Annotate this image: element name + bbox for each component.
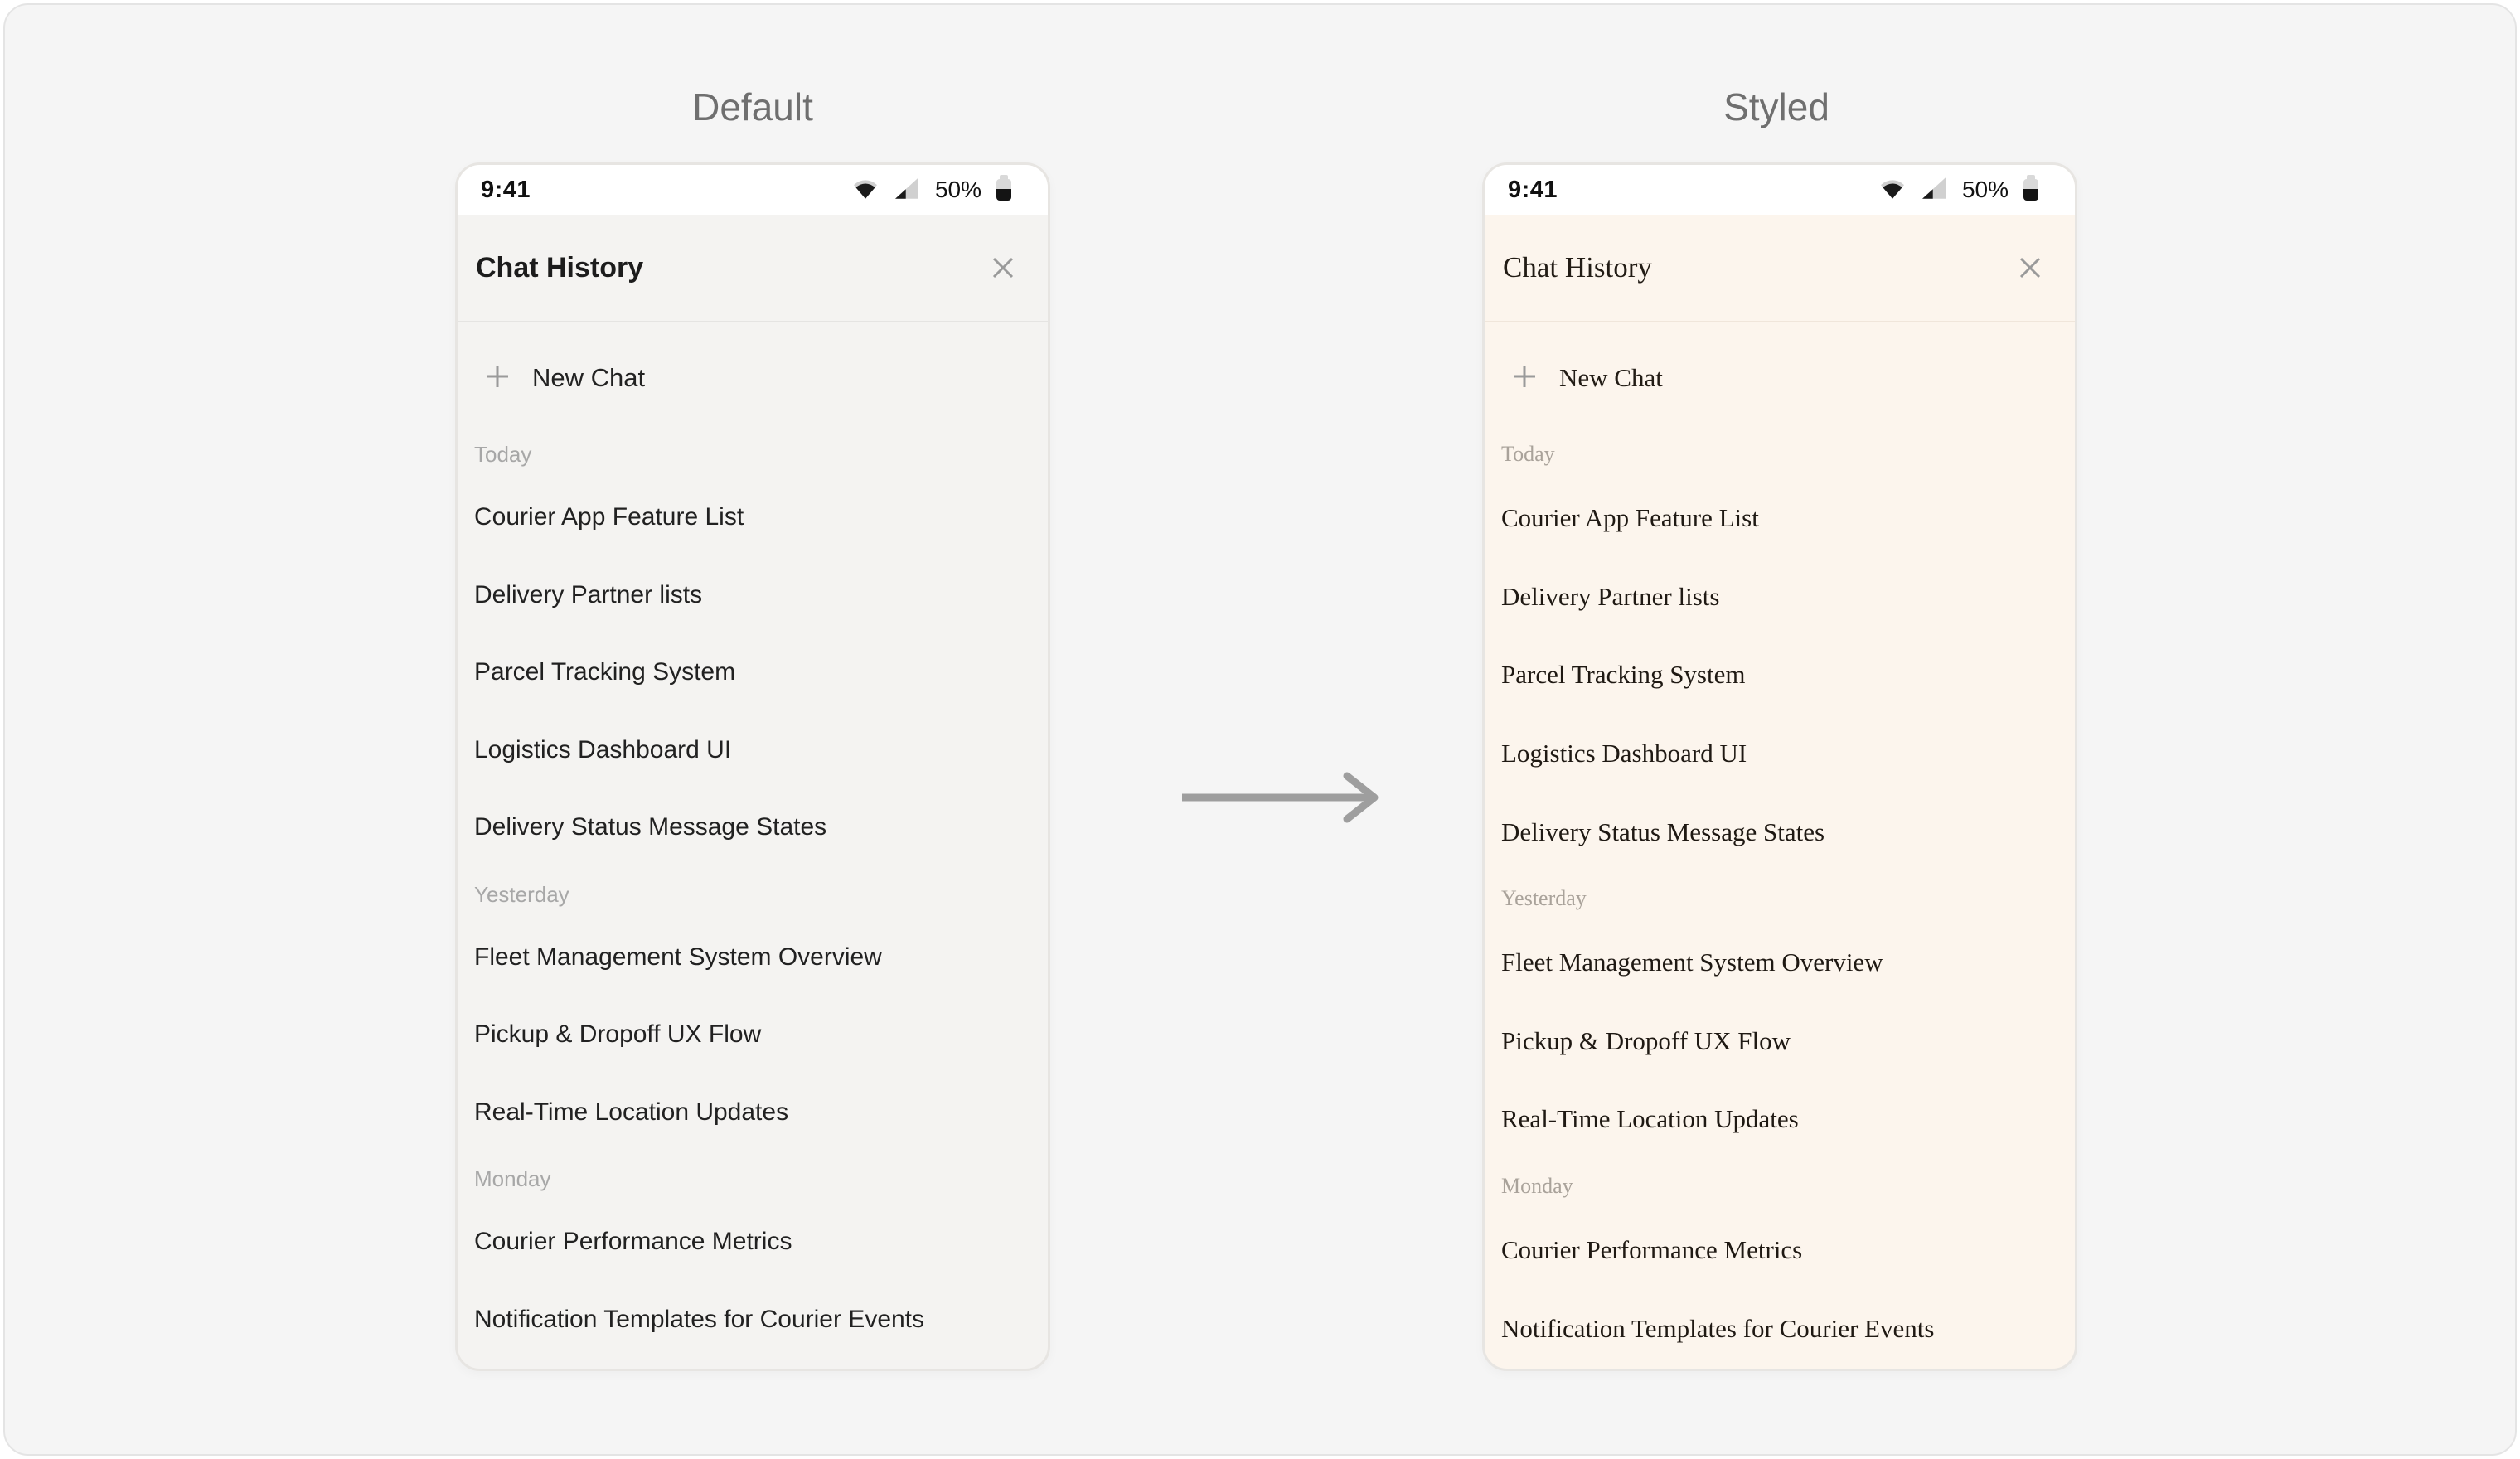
sheet-title: Chat History [476,251,644,284]
new-chat-button[interactable] [1501,354,2042,402]
chat-history-item[interactable]: Pickup & Dropoff UX Flow [1501,1025,1791,1055]
new-chat-button[interactable] [474,354,1015,402]
chat-history-item[interactable]: Real-Time Location Updates [474,1098,789,1126]
arrow-right-icon [1178,770,1385,829]
chat-history-item[interactable]: Courier Performance Metrics [474,1228,792,1255]
chat-history-item[interactable]: Logistics Dashboard UI [474,735,732,763]
section-label: Monday [474,1166,551,1191]
wifi-icon [1879,177,1906,204]
phone-default [455,162,1050,1371]
chat-history-item[interactable]: Logistics Dashboard UI [1501,738,1747,768]
column-title-styled: Styled [1723,85,1829,128]
chat-history-item[interactable]: Notification Templates for Courier Events [1501,1313,1935,1343]
chat-history-content [1485,322,2075,1343]
chat-history-item[interactable]: Courier App Feature List [1501,503,1759,532]
chat-history-item[interactable]: Fleet Management System Overview [1501,948,1883,977]
chat-history-item[interactable]: Courier Performance Metrics [1501,1235,1803,1265]
plus-icon [1511,363,1538,394]
section-label: Today [474,442,532,467]
new-chat-label: New Chat [532,363,646,392]
section-label: Yesterday [474,881,569,907]
chat-history-item[interactable]: Delivery Status Message States [474,813,827,841]
cellular-signal-icon [1921,177,1947,204]
column-title-default: Default [692,85,813,128]
status-bar [458,165,1048,215]
chat-history-item[interactable]: Delivery Status Message States [1501,817,1825,846]
plus-icon [484,363,511,394]
chat-history-item[interactable]: Fleet Management System Overview [474,943,882,971]
chat-history-item[interactable]: Delivery Partner lists [474,580,703,608]
status-time: 9:41 [481,176,531,203]
chat-list [474,444,1015,1334]
chat-history-item[interactable]: Notification Templates for Courier Events [474,1305,925,1333]
status-time: 9:41 [1508,176,1558,203]
close-icon[interactable] [2018,256,2042,279]
sheet-title: Chat History [1503,251,1652,284]
close-icon[interactable] [991,256,1015,279]
section-label: Today [1501,442,1555,466]
chat-list [1501,444,2042,1343]
wifi-icon [852,177,879,204]
chat-history-item[interactable]: Real-Time Location Updates [1501,1104,1799,1134]
status-bar [1485,165,2075,215]
sheet-header [1485,215,2075,321]
section-label: Yesterday [1501,886,1587,911]
chat-history-content [458,322,1048,1334]
battery-percent: 50% [1961,177,2009,202]
chat-history-item[interactable]: Courier App Feature List [474,503,744,531]
chat-history-item[interactable]: Delivery Partner lists [1501,581,1720,611]
section-label: Monday [1501,1174,1573,1199]
chat-history-item[interactable]: Parcel Tracking System [1501,660,1746,690]
chat-history-item[interactable]: Parcel Tracking System [474,658,736,686]
battery-icon [996,179,1011,201]
sheet-header [458,215,1048,321]
new-chat-label: New Chat [1559,363,1663,392]
phone-styled [1482,162,2077,1371]
battery-icon [2023,179,2038,201]
chat-history-item[interactable]: Pickup & Dropoff UX Flow [474,1020,762,1048]
battery-percent: 50% [934,177,981,202]
comparison-canvas [3,3,2517,1456]
cellular-signal-icon [894,177,920,204]
